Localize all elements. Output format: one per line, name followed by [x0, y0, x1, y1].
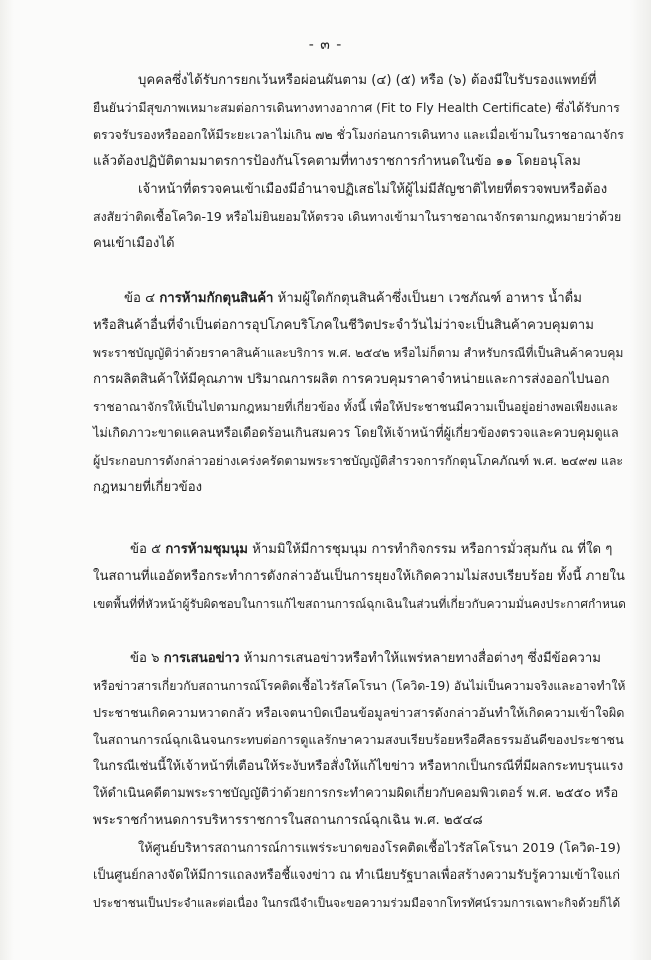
clause-6-line-6: ให้ดำเนินคดีตามพระราชบัญญัติว่าด้วยการกระทำความผิดเกี่ยวกับคอมพิวเตอร์ พ.ศ. ๒๕๕๐ หรือ: [93, 786, 619, 801]
clause-4-line-4: การผลิตสินค้าให้มีคุณภาพ ปริมาณการผลิต การควบคุมราคาจำหน่ายและการส่งออกไปนอก: [93, 372, 610, 387]
page-number: - ๓ -: [308, 37, 343, 53]
clause-4-line-3: พระราชบัญญัติว่าด้วยราคาสินค้าและบริการ พ.ศ. ๒๕๔๒ หรือไม่ก็ตาม สำหรับกรณีที่เป็นสินค้าควบคุม: [93, 346, 624, 360]
clause-6-line-3: ประชาชนเกิดความหวาดกลัว หรือเจตนาบิดเบือนข้อมูลข่าวสารดังกล่าวอันทำให้เกิดความเข้าใจผิด: [93, 705, 625, 720]
p1-line-3: ตรวจรับรองหรือออกให้มีระยะเวลาไม่เกิน ๗๒ ชั่วโมงก่อนการเดินทาง และเมื่อเข้ามในราชอาณาจักร: [93, 127, 624, 142]
clause-5-number: ข้อ ๕: [130, 542, 162, 557]
clause-5-heading-line: [130, 541, 612, 559]
p7-line-2: เป็นศูนย์กลางจัดให้มีการแถลงหรือชี้แจงข่าว ณ ทำเนียบรัฐบาลเพื่อสร้างความรับรู้ความเข้าใจแก่: [93, 868, 620, 883]
clause-6-line-7: พระราชกำหนดการบริหารราชการในสถานการณ์ฉุกเฉิน พ.ศ. ๒๕๔๘: [93, 813, 483, 828]
clause-5-line-3: เขตพื้นที่ที่หัวหน้าผู้รับผิดชอบในการแก้ไขสถานการณ์ฉุกเฉินในส่วนที่เกี่ยวกับความมั่นคงประกาศกำหนด: [93, 597, 626, 611]
clause-4-heading-line: [124, 290, 582, 308]
clause-6-number: ข้อ ๖: [130, 651, 160, 666]
clause-4-line-5: ราชอาณาจักรให้เป็นไปตามกฎหมายที่เกี่ยวข้อง ทั้งนี้ เพื่อให้ประชาชนมีความเป็นอยู่อย่างพอเพียงและ: [93, 400, 619, 414]
clause-5-title: การห้ามชุมนุม: [165, 542, 248, 557]
clause-4-first-text: ห้ามผู้ใดกักตุนสินค้าซึ่งเป็นยา เวชภัณฑ์ อาหาร น้ำดื่ม: [277, 291, 582, 306]
p1-line-4: แล้วต้องปฏิบัติตามมาตรการป้องกันโรคตามที่ทางราชการกำหนดในข้อ ๑๑ โดยอนุโลม: [93, 154, 581, 169]
p1-line-1: บุคคลซึ่งได้รับการยกเว้นหรือผ่อนผันตาม (๔) (๕) หรือ (๖) ต้องมีใบรับรองแพทย์ที่: [138, 73, 597, 88]
clause-4-line-2: หรือสินค้าอื่นที่จำเป็นต่อการอุปโภคบริโภคในชีวิตประจำวันไม่ว่าจะเป็นสินค้าควบคุมตาม: [93, 318, 594, 333]
clause-6-heading-line: [130, 650, 601, 668]
p2-line-1: เจ้าหน้าที่ตรวจคนเข้าเมืองมีอำนาจปฏิเสธไม่ให้ผู้ไม่มีสัญชาติไทยที่ตรวจพบหรือต้อง: [138, 182, 608, 197]
clause-4-line-7: ผู้ประกอบการดังกล่าวอย่างเคร่งครัดตามพระราชบัญญัติสำรวจการกักตุนโภคภัณฑ์ พ.ศ. ๒๔๙๗ และ: [93, 453, 624, 468]
clause-6-title: การเสนอข่าว: [163, 651, 240, 666]
clause-4-line-6: ไม่เกิดภาวะขาดแคลนหรือเดือดร้อนเกินสมควร โดยให้เจ้าหน้าที่ผู้เกี่ยวข้องตรวจและควบคุมดูแล: [93, 426, 619, 441]
clause-4-number: ข้อ ๔: [124, 291, 156, 306]
clause-6-first-text: ห้ามการเสนอข่าวหรือทำให้แพร่หลายทางสื่อต่างๆ ซึ่งมีข้อความ: [243, 651, 601, 666]
clause-4-line-8: กฎหมายที่เกี่ยวข้อง: [93, 480, 203, 495]
p2-line-3: คนเข้าเมืองได้: [93, 236, 175, 251]
p1-line-2: ยืนยันว่ามีสุขภาพเหมาะสมต่อการเดินทางทางอากาศ (Fit to Fly Health Certificate) ซึ่งได้รับการ: [93, 100, 620, 115]
p7-line-3: ประชาชนเป็นประจำและต่อเนื่อง ในกรณีจำเป็นจะขอความร่วมมือจากโทรทัศน์รวมการเฉพาะกิจด้วยก็ได้: [93, 896, 621, 910]
clause-6-line-5: ในกรณีเช่นนี้ให้เจ้าหน้าที่เตือนให้ระงับหรือสั่งให้แก้ไขข่าว หรือหากเป็นกรณีที่มีผลกระทบรุนแรง: [93, 759, 624, 774]
clause-6-line-2: หรือข่าวสารเกี่ยวกับสถานการณ์โรคติดเชื้อไวรัสโคโรนา (โควิด-19) อันไม่เป็นความจริงและอาจทำให้: [93, 679, 626, 693]
clause-6-line-4: ในสถานการณ์ฉุกเฉินจนกระทบต่อการดูแลรักษาความสงบเรียบร้อยหรือศีลธรรมอันดีของประชาชน: [93, 732, 624, 747]
p2-line-2: สงสัยว่าติดเชื้อโควิด-19 หรือไม่ยินยอมให้ตรวจ เดินทางเข้ามาในราชอาณาจักรตามกฎหมายว่าด้วย: [93, 209, 622, 224]
p7-line-1: ให้ศูนย์บริหารสถานการณ์การแพร่ระบาดของโรคติดเชื้อไวรัสโคโรนา 2019 (โควิด-19): [138, 841, 621, 856]
clause-4-title: การห้ามกักตุนสินค้า: [159, 291, 274, 306]
clause-5-line-2: ในสถานที่แออัดหรือกระทำการดังกล่าวอันเป็นการยุยงให้เกิดความไม่สงบเรียบร้อย ทั้งนี้ ภายใน: [93, 569, 625, 584]
clause-5-first-text: ห้ามมิให้มีการชุมนุม การทำกิจกรรม หรือการมั่วสุมกัน ณ ที่ใด ๆ: [252, 542, 613, 557]
